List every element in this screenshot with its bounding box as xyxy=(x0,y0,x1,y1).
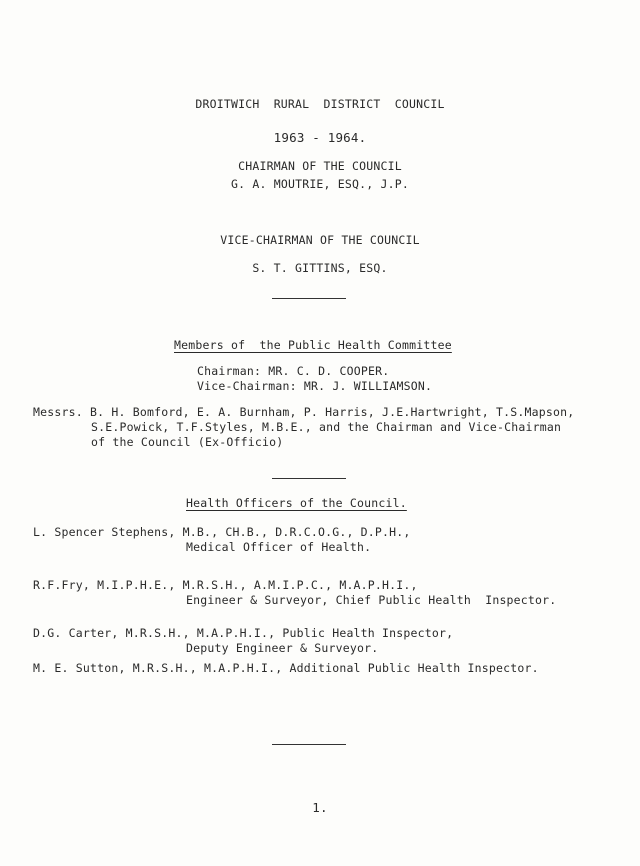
officer-3-line-2: Deputy Engineer & Surveyor. xyxy=(186,641,379,655)
chairman-title: CHAIRMAN OF THE COUNCIL xyxy=(238,159,402,173)
officer-4-line-1: M. E. Sutton, M.R.S.H., M.A.P.H.I., Additional Public Health Inspector. xyxy=(33,661,539,675)
council-year: 1963 - 1964. xyxy=(273,130,367,145)
divider-3 xyxy=(272,744,346,745)
council-title: DROITWICH RURAL DISTRICT COUNCIL xyxy=(195,97,445,111)
officer-2-line-2: Engineer & Surveyor, Chief Public Health Inspector. xyxy=(186,593,557,607)
chairman-name: G. A. MOUTRIE, ESQ., J.P. xyxy=(230,177,410,191)
committee-vice-chairman: Vice-Chairman: MR. J. WILLIAMSON. xyxy=(197,379,433,393)
committee-members-line-2: S.E.Powick, T.F.Styles, M.B.E., and the Chairman and Vice-Chairman xyxy=(91,420,562,434)
officer-1-line-2: Medical Officer of Health. xyxy=(186,540,372,554)
officer-1-line-1: L. Spencer Stephens, M.B., CH.B., D.R.C.O.G., D.P.H., xyxy=(33,525,411,539)
vice-chairman-title: VICE-CHAIRMAN OF THE COUNCIL xyxy=(220,233,420,247)
officer-3-line-1: D.G. Carter, M.R.S.H., M.A.P.H.I., Public Health Inspector, xyxy=(33,626,454,640)
divider-2 xyxy=(272,478,346,479)
vice-chairman-name: S. T. GITTINS, ESQ. xyxy=(252,261,388,275)
committee-chairman: Chairman: MR. C. D. COOPER. xyxy=(197,364,390,378)
divider-1 xyxy=(272,298,346,299)
officer-2-line-1: R.F.Fry, M.I.P.H.E., M.R.S.H., A.M.I.P.C., M.A.P.H.I., xyxy=(33,578,418,592)
committee-members-line-1: Messrs. B. H. Bomford, E. A. Burnham, P. Harris, J.E.Hartwright, T.S.Mapson, xyxy=(33,405,575,419)
officers-heading: Health Officers of the Council. xyxy=(186,496,407,510)
page-number: 1. xyxy=(312,800,328,815)
committee-heading: Members of the Public Health Committee xyxy=(174,338,452,352)
committee-members-line-3: of the Council (Ex-Officio) xyxy=(91,435,284,449)
